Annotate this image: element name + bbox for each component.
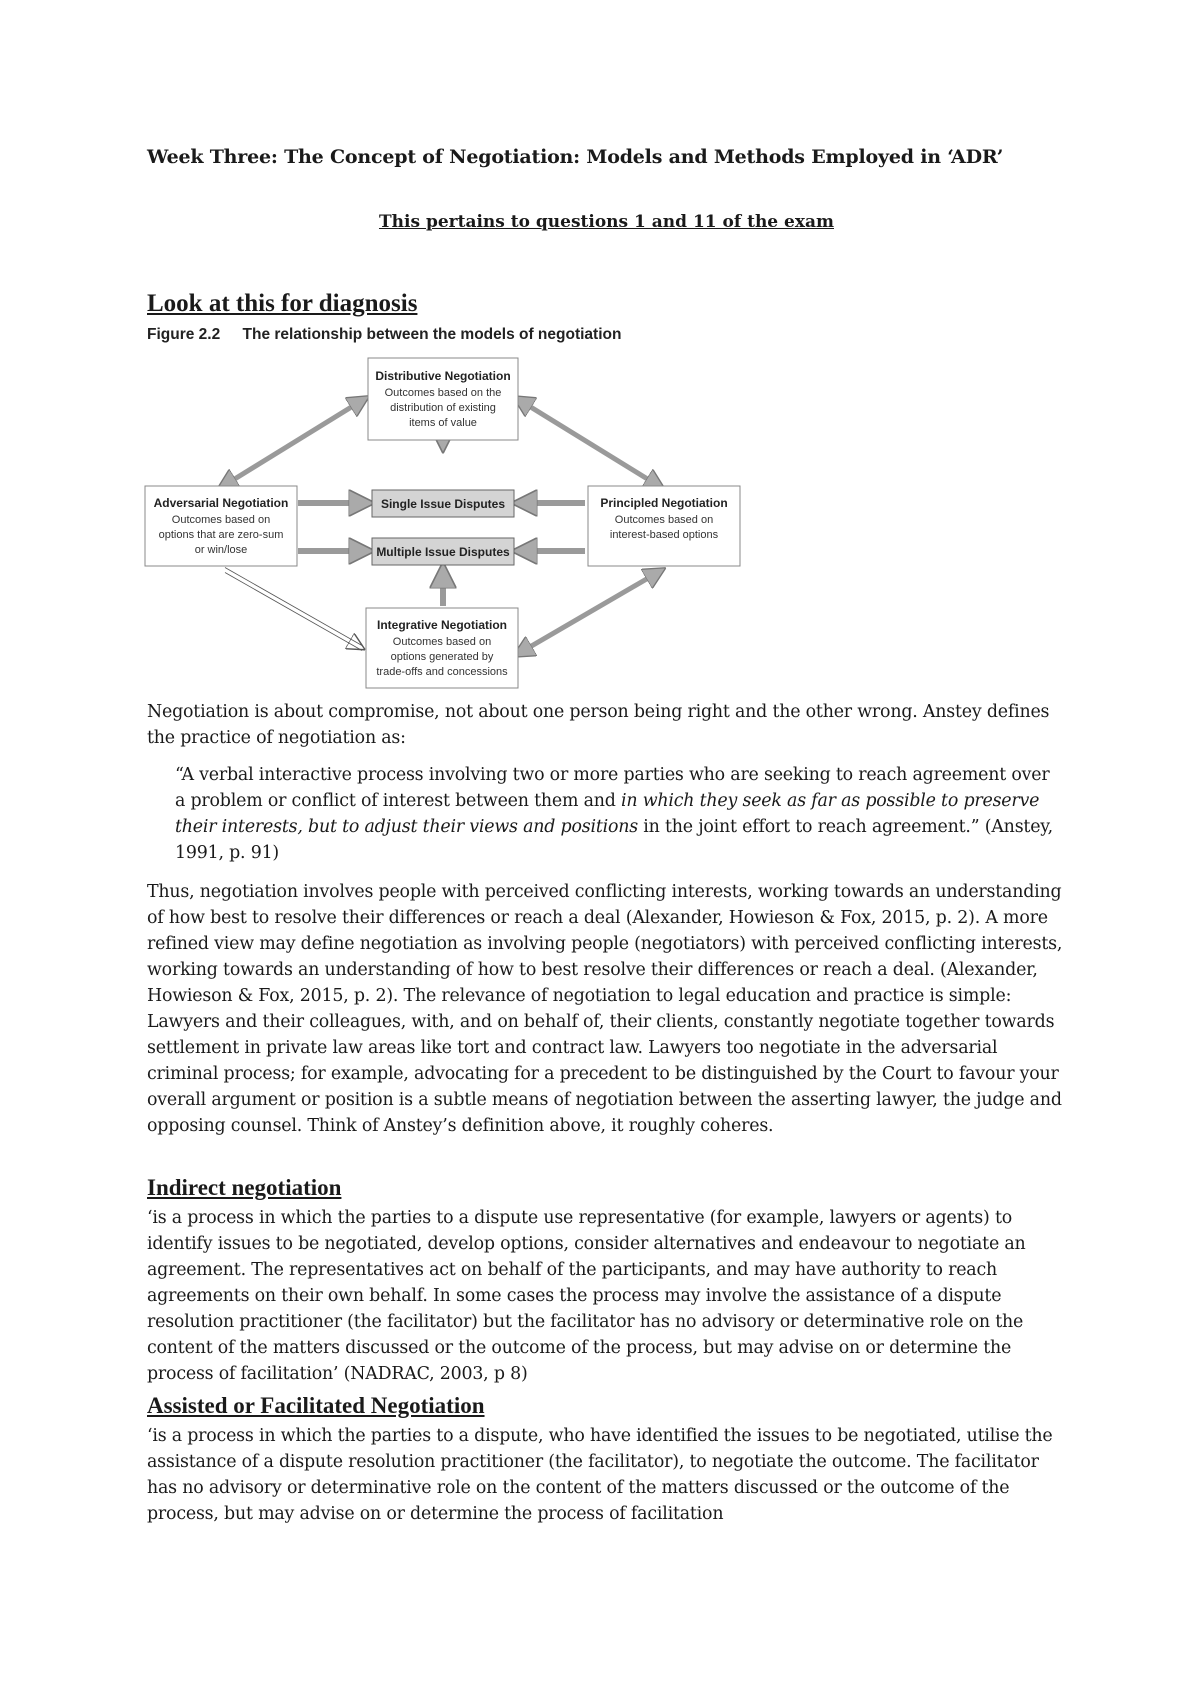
box-adversarial-title: Adversarial Negotiation <box>153 496 289 510</box>
indirect-heading: Indirect negotiation <box>147 1175 342 1200</box>
box-distributive-line: items of value <box>409 417 477 429</box>
box-adversarial-line: Outcomes based on <box>171 514 271 526</box>
intro-paragraph: Negotiation is about compromise, not about one person being right and the other wrong. Anstey defines the practice of negotiation as: <box>147 702 1050 748</box>
document-subtitle: This pertains to questions 1 and 11 of the exam <box>378 212 834 232</box>
box-adversarial <box>145 486 297 566</box>
box-adversarial-line: options that are zero-sum <box>158 529 284 541</box>
box-principled-line: interest-based options <box>609 529 719 541</box>
box-distributive-line: distribution of existing <box>390 402 496 414</box>
box-principled <box>588 486 740 566</box>
arrow-principled-integrative <box>516 570 662 655</box>
negotiation-paragraph: Thus, negotiation involves people with perceived conflicting interests, working towards an understanding of how best to resolve their differences or reach a deal (Alexander, Howieson & Fox, 2015, p. 2). A more refined view may define negotiation as involving people (negotiators) with perceived conflicting interests, working towards an understanding of how to best resolve their differences or reach a deal. (Alexander, Howieson & Fox, 2015, p. 2). The relevance of negotiation to legal education and practice is simple: Lawyers and their colleagues, with, and on behalf of, their clients, constantly negotiate together towards settlement in private law areas like tort and contract law. Lawyers too negotiate in the adversarial criminal process; for example, advocating for a precedent to be distinguished by the Court to favour your overall argument or position is a subtle means of negotiation between the asserting lawyer, the judge and opposing counsel. Think of Anstey’s definition above, it roughly coheres. <box>147 882 1063 1136</box>
quote-part-a: “A verbal interactive process involving two or more parties who are seeking to reach agreement over a problem or conflict of interest between them and <box>175 765 1050 811</box>
figure-number: Figure 2.2 <box>147 326 221 343</box>
box-multiple-issue-title: Multiple Issue Disputes <box>376 545 510 559</box>
box-integrative-title: Integrative Negotiation <box>376 618 508 632</box>
box-integrative <box>366 608 518 688</box>
box-principled-line: Outcomes based on <box>614 514 714 526</box>
box-distributive-line: Outcomes based on the <box>384 387 502 399</box>
arrow-adversarial-distributive <box>220 398 366 488</box>
arrow-adversarial-integrative <box>225 570 362 648</box>
box-integrative-line: Outcomes based on <box>392 636 492 648</box>
box-single-issue-title: Single Issue Disputes <box>380 497 506 511</box>
figure-caption <box>147 326 621 344</box>
anstey-quote <box>175 762 1055 866</box>
box-principled-title: Principled Negotiation <box>600 496 728 510</box>
assisted-text: ‘is a process in which the parties to a dispute, who have identified the issues to be negotiated, utilise the assistance of a dispute resolution practitioner (the facilitator), to negotiate the outcome. The facilitator has no advisory or determinative role on the content of the matters discussed or the outcome of the process, but may advise on or determine the process of facilitation <box>147 1426 1053 1524</box>
assisted-heading: Assisted or Facilitated Negotiation <box>147 1393 485 1418</box>
box-adversarial-line: or win/lose <box>194 544 248 556</box>
negotiation-models-diagram <box>140 350 750 690</box>
box-multiple-issue <box>372 538 514 565</box>
arrow-distributive-principled <box>516 398 662 488</box>
figure-caption-text: The relationship between the models of negotiation <box>242 326 622 343</box>
diagnosis-heading: Look at this for diagnosis <box>147 290 418 317</box>
box-single-issue <box>372 490 514 517</box>
box-distributive-title: Distributive Negotiation <box>375 369 511 383</box>
document-title: Week Three: The Concept of Negotiation: Models and Methods Employed in ‘ADR’ <box>147 146 1004 168</box>
quote-italic: in which they seek as far as possible to preserve their interests, but to adjust their views and positions <box>175 791 1040 837</box>
box-distributive <box>368 358 518 440</box>
quote-part-b: in the joint effort to reach agreement.” (Anstey, 1991, p. 91) <box>175 817 1053 863</box>
indirect-text: ‘is a process in which the parties to a dispute use representative (for example, lawyers or agents) to identify issues to be negotiated, develop options, consider alternatives and endeavour to negotiate an agreement. The representatives act on behalf of the participants, and may have authority to reach agreements on their own behalf. In some cases the process may involve the assistance of a dispute resolution practitioner (the facilitator) but the facilitator has no advisory or determinative role on the content of the matters discussed or the outcome of the process, but may advise on or determine the process of facilitation’ (NADRAC, 2003, p 8) <box>147 1208 1026 1384</box>
box-integrative-line: trade-offs and concessions <box>376 666 508 678</box>
box-integrative-line: options generated by <box>390 651 494 663</box>
